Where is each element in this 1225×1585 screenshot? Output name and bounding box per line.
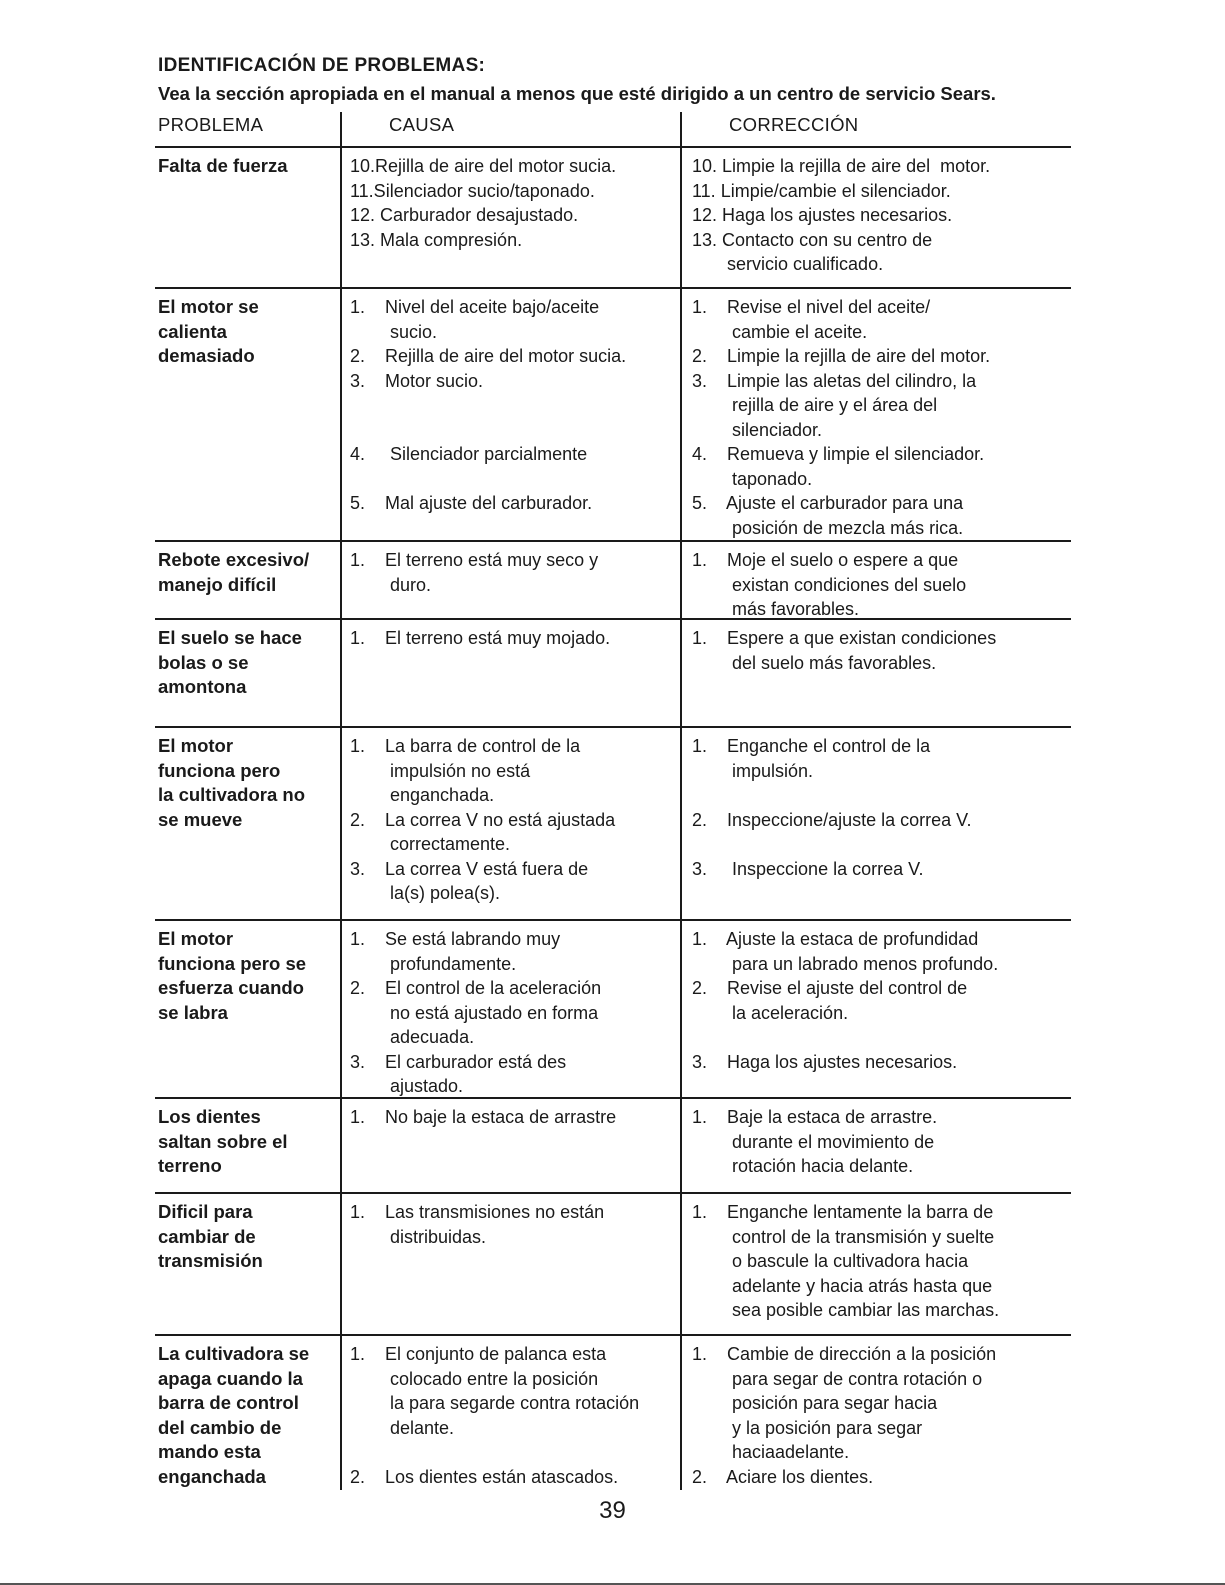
correction-text-line: 1. Cambie de dirección a la posición [692,1344,997,1364]
correction-text-line: rotación hacia delante. [692,1156,914,1176]
cause-text-line: correctamente. [350,834,511,854]
problem-text-line: funciona pero [158,759,281,781]
correction-text-line: para un labrado menos profundo. [692,953,999,974]
problem-text-line: cambiar de [158,1225,256,1247]
cause-text-line: la(s) polea(s). [350,883,501,903]
cause-text-line: 1. La barra de control de la [350,736,581,756]
cause-text-line: no está ajustado en forma [350,1002,599,1023]
correction-text-line: 1. Revise el nivel del aceite/ [692,297,931,317]
correction-text-line: o bascule la cultivadora hacia [692,1251,969,1271]
correction-text-line: para segar de contra rotación o [692,1368,983,1389]
problem-text-line: bolas o se [158,651,249,673]
correction-text-line: sea posible cambiar las marchas. [692,1300,1000,1320]
correction-text-line: 3. Inspeccione la correa V. [692,858,924,879]
correction-text-line: durante el movimiento de [692,1131,935,1152]
row-separator [155,540,1071,542]
cause-cell [350,154,680,252]
problem-cell [158,927,338,1025]
correction-text-line: y la posición para segar [692,1417,923,1438]
problem-cell [158,295,338,369]
cause-text-line: enganchada. [350,785,495,805]
problem-text-line: enganchada [158,1465,266,1487]
cause-text-line: 3. Motor sucio. [350,370,484,391]
page-subtitle: Vea la sección apropiada en el manual a menos que esté dirigido a un centro de servicio Sears. [158,83,996,104]
correction-text-line: 12. Haga los ajustes necesarios. [692,205,953,225]
cause-text-line: 3. El carburador está des [350,1051,567,1072]
cause-cell [350,1200,680,1249]
correction-text-line: 4. Remueva y limpie el silenciador. [692,444,985,464]
correction-text-line: 13. Contacto con su centro de [692,229,933,250]
problem-cell [158,1200,338,1274]
cause-cell [350,548,680,597]
problem-cell [158,548,338,597]
correction-text-line [692,783,1070,808]
cause-text-line [350,393,680,418]
correction-cell [692,548,1070,622]
correction-text-line: 1. Baje la estaca de arrastre. [692,1107,938,1127]
problem-text-line: calienta [158,320,227,342]
cause-text-line: impulsión no está [350,760,531,781]
problem-text-line: se mueve [158,808,243,830]
correction-cell [692,154,1070,277]
problem-text-line: transmisión [158,1250,263,1271]
cause-text-line: 1. Nivel del aceite bajo/aceite [350,297,600,317]
cause-text-line: 3. La correa V está fuera de [350,858,589,879]
correction-text-line: silenciador. [692,419,823,440]
correction-text-line [692,1025,1070,1050]
problem-text-line: apaga cuando la [158,1367,303,1389]
correction-text-line: rejilla de aire y el área del [692,395,938,415]
correction-text-line: la aceleración. [692,1002,849,1023]
page-number: 39 [599,1497,626,1524]
cause-text-line: 1. El terreno está muy mojado. [350,628,611,648]
cause-cell [350,734,680,906]
problem-cell [158,626,338,700]
cause-text-line: 11.Silenciador sucio/taponado. [350,180,595,201]
cause-text-line: 2. La correa V no está ajustada [350,809,616,830]
problem-text-line: terreno [158,1155,222,1176]
cause-text-line [350,1440,680,1465]
problem-text-line: Rebote excesivo/ [158,549,310,570]
cause-text-line: 1. Se está labrando muy [350,929,561,949]
row-separator [155,919,1071,921]
cause-text-line: delante. [350,1417,455,1438]
problem-text-line: se labra [158,1001,228,1023]
correction-text-line: posición para segar hacia [692,1393,938,1413]
cause-text-line [350,418,680,443]
correction-cell [692,1105,1070,1179]
cause-text-line: la para segarde contra rotación [350,1393,640,1413]
problem-cell [158,154,338,179]
cause-text-line: 1. No baje la estaca de arrastre [350,1107,617,1127]
problem-text-line: mando esta [158,1441,261,1462]
row-separator [155,287,1071,289]
cause-text-line: 5. Mal ajuste del carburador. [350,493,593,513]
cause-text-line: 1. Las transmisiones no están [350,1202,605,1222]
correction-text-line: 2. Revise el ajuste del control de [692,978,968,998]
problem-text-line: demasiado [158,345,255,366]
cause-text-line: 2. Rejilla de aire del motor sucia. [350,346,627,366]
problem-text-line: barra de control [158,1392,299,1413]
problem-text-line: funciona pero se [158,952,307,974]
correction-text-line: más favorables. [692,599,860,619]
page-title: IDENTIFICACIÓN DE PROBLEMAS: [158,55,486,76]
correction-text-line: 1. Ajuste la estaca de profundidad [692,929,979,949]
cause-text-line: ajustado. [350,1076,464,1096]
cause-text-line: 13. Mala compresión. [350,229,523,250]
problem-text-line: El motor se [158,296,259,317]
correction-text-line: 2. Aciare los dientes. [692,1466,874,1487]
correction-cell [692,927,1070,1074]
correction-text-line: 3. Limpie las aletas del cilindro, la [692,370,977,391]
correction-text-line: 3. Haga los ajustes necesarios. [692,1051,958,1072]
cause-text-line: 2. El control de la aceleración [350,978,602,998]
problem-text-line: saltan sobre el [158,1130,288,1152]
cause-cell [350,1342,680,1489]
correction-text-line: 2. Inspeccione/ajuste la correa V. [692,809,972,830]
correction-text-line: haciaadelante. [692,1442,850,1462]
column-header-cause: CAUSA [389,114,455,135]
problem-text-line: esfuerza cuando [158,977,304,998]
correction-text-line: 2. Limpie la rejilla de aire del motor. [692,346,991,366]
cause-text-line: 12. Carburador desajustado. [350,205,579,225]
correction-text-line: 11. Limpie/cambie el silenciador. [692,180,951,201]
correction-text-line: 1. Enganche lentamente la barra de [692,1202,994,1222]
cause-text-line: colocado entre la posición [350,1368,599,1389]
correction-text-line: 1. Moje el suelo o espere a que [692,550,959,570]
correction-text-line: existan condiciones del suelo [692,574,967,595]
row-separator [155,1192,1071,1194]
row-separator [155,1334,1071,1336]
correction-text-line: del suelo más favorables. [692,652,937,673]
cause-text-line: sucio. [350,321,438,342]
cause-text-line: 1. El conjunto de palanca esta [350,1344,607,1364]
problem-text-line: El motor [158,928,234,949]
cause-cell [350,626,680,651]
cause-cell [350,1105,680,1130]
problem-cell [158,734,338,832]
cause-cell [350,295,680,516]
row-separator [155,726,1071,728]
cause-text-line: profundamente. [350,953,517,974]
correction-text-line: posición de mezcla más rica. [692,517,964,538]
troubleshooting-table [155,112,1071,1492]
problem-cell [158,1105,338,1179]
page-header [158,54,1068,106]
correction-text-line: impulsión. [692,760,814,781]
column-divider [340,112,342,1490]
correction-text-line: adelante y hacia atrás hasta que [692,1275,993,1296]
correction-text-line: control de la transmisión y suelte [692,1226,995,1247]
header-rule [155,146,1071,148]
cause-text-line: 1. El terreno está muy seco y [350,550,599,570]
correction-cell [692,626,1070,675]
problem-text-line: El motor [158,735,234,756]
correction-text-line: 1. Enganche el control de la [692,736,931,756]
problem-cell [158,1342,338,1489]
column-divider [680,112,682,1490]
column-header-problem: PROBLEMA [158,114,264,135]
problem-text-line: La cultivadora se [158,1343,310,1364]
correction-cell [692,1200,1070,1323]
correction-text-line: 5. Ajuste el carburador para una [692,493,964,513]
cause-text-line [350,467,680,492]
correction-text-line: servicio cualificado. [692,254,884,274]
correction-cell [692,734,1070,881]
cause-text-line: 4. Silenciador parcialmente [350,444,588,464]
correction-text-line: 1. Espere a que existan condiciones [692,628,997,648]
cause-text-line: distribuidas. [350,1226,487,1247]
correction-text-line: cambie el aceite. [692,321,868,342]
problem-text-line: El suelo se hace [158,627,302,648]
cause-cell [350,927,680,1099]
cause-text-line: 2. Los dientes están atascados. [350,1466,619,1487]
problem-text-line: amontona [158,676,247,697]
column-header-correction: CORRECCIÓN [729,114,859,135]
cause-text-line: duro. [350,574,432,595]
problem-text-line: la cultivadora no [158,784,306,805]
problem-text-line: del cambio de [158,1416,282,1438]
problem-text-line: Falta de fuerza [158,155,288,176]
correction-text-line [692,832,1070,857]
cause-text-line: adecuada. [350,1027,475,1047]
correction-cell [692,1342,1070,1489]
problem-text-line: Los dientes [158,1106,261,1127]
problem-text-line: Dificil para [158,1201,253,1222]
cause-text-line: 10.Rejilla de aire del motor sucia. [350,156,617,176]
correction-cell [692,295,1070,540]
correction-text-line: taponado. [692,468,813,489]
problem-text-line: manejo difícil [158,573,277,595]
correction-text-line: 10. Limpie la rejilla de aire del motor. [692,156,991,176]
